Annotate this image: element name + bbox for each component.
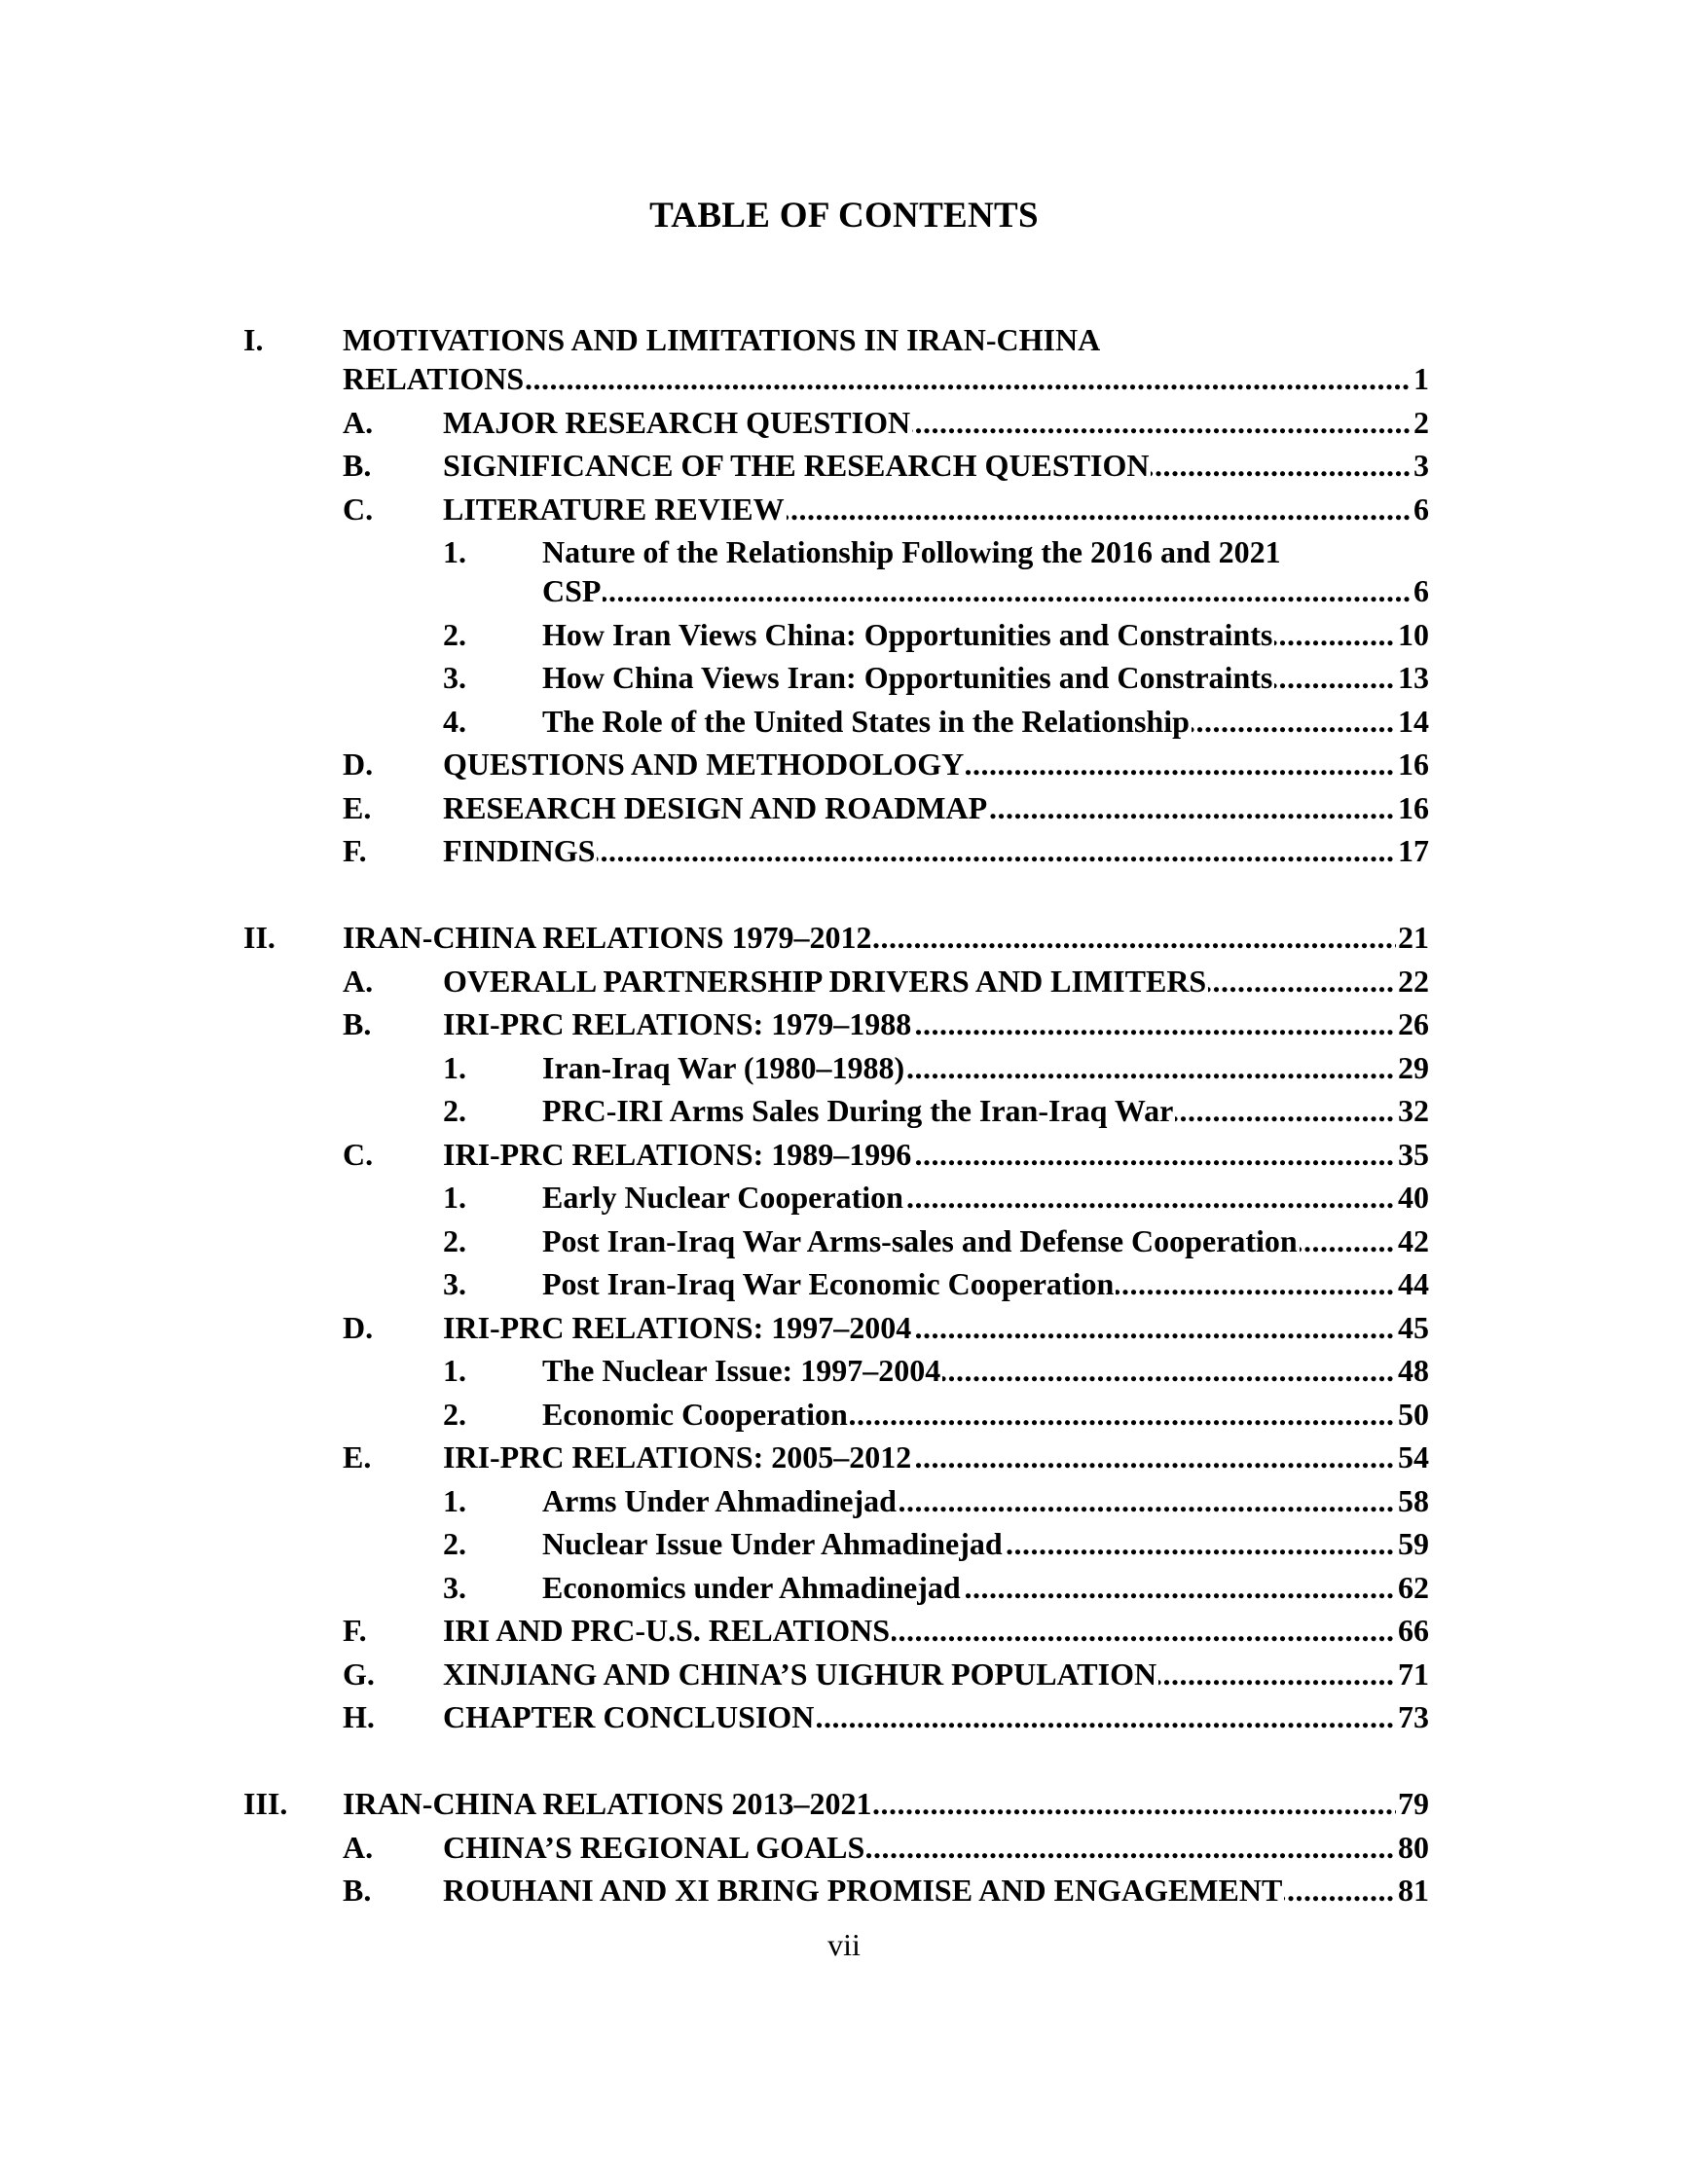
- toc-entry-title: Economic Cooperation: [542, 1397, 848, 1432]
- toc-entry-number: A.: [343, 405, 374, 440]
- toc-row: [0, 1569, 1688, 1606]
- toc-page-number: 81: [1398, 1873, 1429, 1908]
- toc-row: [0, 1179, 1688, 1216]
- toc-entry[interactable]: [542, 616, 1429, 653]
- toc-entry[interactable]: [542, 1352, 1429, 1389]
- toc-entry-title: Iran-Iraq War (1980–1988): [542, 1050, 905, 1085]
- toc-row: [0, 1612, 1688, 1649]
- toc-row: [0, 746, 1688, 783]
- toc-page-number: 45: [1398, 1310, 1429, 1345]
- toc-entry-title: FINDINGS: [443, 833, 596, 868]
- toc-page-number: 79: [1398, 1786, 1429, 1821]
- toc-page-number: 22: [1398, 964, 1429, 999]
- toc-page-number: 48: [1398, 1353, 1429, 1388]
- toc-page-number: 73: [1398, 1699, 1429, 1734]
- toc-entry-title: Arms Under Ahmadinejad: [542, 1483, 897, 1518]
- toc-row: [0, 1396, 1688, 1433]
- toc-page-number: 29: [1398, 1050, 1429, 1085]
- toc-entry-title: IRAN-CHINA RELATIONS 1979–2012: [343, 920, 872, 955]
- toc-entry-title: XINJIANG AND CHINA’S UIGHUR POPULATION: [443, 1656, 1157, 1692]
- toc-entry[interactable]: [343, 919, 1429, 956]
- toc-entry-number: 1.: [443, 1180, 466, 1215]
- toc-entry-number: A.: [343, 1830, 374, 1865]
- toc-entry-title: PRC-IRI Arms Sales During the Iran-Iraq War: [542, 1093, 1174, 1128]
- toc-row: [0, 1352, 1688, 1389]
- page-title: TABLE OF CONTENTS: [649, 196, 1039, 236]
- toc-entry-number: B.: [343, 1873, 372, 1908]
- toc-entry-title: QUESTIONS AND METHODOLOGY: [443, 746, 965, 782]
- toc-page-number: 14: [1398, 704, 1429, 739]
- toc-row: [0, 1829, 1688, 1866]
- toc-entry-number: III.: [243, 1786, 288, 1821]
- toc-entry[interactable]: [443, 1829, 1429, 1866]
- toc-page-number: 66: [1398, 1613, 1429, 1648]
- toc-entry-number: E.: [343, 790, 372, 825]
- toc-page-number: 26: [1398, 1006, 1429, 1041]
- toc-page-number: 44: [1398, 1266, 1429, 1301]
- toc-row: [0, 447, 1688, 484]
- toc-entry-title: IRI-PRC RELATIONS: 1979–1988: [443, 1006, 912, 1041]
- toc-entry[interactable]: [443, 789, 1429, 826]
- toc-entry-title: How Iran Views China: Opportunities and Constraints: [542, 617, 1273, 652]
- toc-row: [0, 659, 1688, 696]
- toc-entry[interactable]: [443, 1005, 1429, 1042]
- toc-row: [0, 1872, 1688, 1909]
- toc-row: [0, 832, 1688, 869]
- toc-entry-title[interactable]: MOTIVATIONS AND LIMITATIONS IN IRAN-CHINA: [343, 322, 1101, 357]
- toc-entry-number: II.: [243, 920, 275, 955]
- toc-entry[interactable]: [443, 1656, 1429, 1693]
- toc-row: [0, 1092, 1688, 1129]
- toc-entry-title[interactable]: Nature of the Relationship Following the 2016 and 2021: [542, 534, 1281, 569]
- toc-entry[interactable]: [542, 659, 1429, 696]
- toc-entry-title: OVERALL PARTNERSHIP DRIVERS AND LIMITERS: [443, 964, 1207, 999]
- toc-row: [0, 1698, 1688, 1735]
- toc-entry-title: IRI AND PRC-U.S. RELATIONS: [443, 1613, 891, 1648]
- toc-row: [0, 1005, 1688, 1042]
- toc-entry[interactable]: [542, 1265, 1429, 1302]
- toc-entry-title: IRI-PRC RELATIONS: 1997–2004: [443, 1310, 912, 1345]
- toc-page-number: 58: [1398, 1483, 1429, 1518]
- toc-entry[interactable]: [443, 1612, 1429, 1649]
- toc-entry-title: RESEARCH DESIGN AND ROADMAP: [443, 790, 988, 825]
- toc-entry[interactable]: [542, 1179, 1429, 1216]
- toc-entry-number: I.: [243, 322, 264, 357]
- toc-page-number: 42: [1398, 1223, 1429, 1258]
- toc-entry-number: C.: [343, 491, 374, 527]
- toc-page-number: 54: [1398, 1439, 1429, 1474]
- toc-row: [0, 1222, 1688, 1259]
- toc-row: [0, 360, 1688, 397]
- toc-entry[interactable]: [443, 447, 1429, 484]
- toc-entry[interactable]: [443, 832, 1429, 869]
- toc-entry-title: IRAN-CHINA RELATIONS 2013–2021: [343, 1786, 872, 1821]
- toc-entry-title: CSP: [542, 573, 602, 608]
- toc-row: [0, 533, 1688, 570]
- toc-row: [0, 321, 1688, 358]
- toc-entry-number: E.: [343, 1439, 372, 1474]
- toc-entry-title: IRI-PRC RELATIONS: 1989–1996: [443, 1137, 912, 1172]
- toc-entry-number: 1.: [443, 534, 466, 569]
- toc-row: [0, 1525, 1688, 1562]
- toc-page-number: 21: [1398, 920, 1429, 955]
- toc-entry-title: RELATIONS: [343, 361, 525, 396]
- toc-entry[interactable]: [542, 572, 1429, 609]
- toc-entry-number: 1.: [443, 1483, 466, 1518]
- toc-row: [0, 1265, 1688, 1302]
- toc-row: [0, 1785, 1688, 1822]
- toc-entry-title: ROUHANI AND XI BRING PROMISE AND ENGAGEMENT: [443, 1873, 1283, 1908]
- toc-entry[interactable]: [542, 1222, 1429, 1259]
- toc-entry-number: F.: [343, 1613, 367, 1648]
- toc-entry-number: 4.: [443, 704, 466, 739]
- toc-row: [0, 919, 1688, 956]
- toc-row: [0, 1482, 1688, 1519]
- toc-page-number: 6: [1413, 491, 1429, 527]
- toc-row: [0, 616, 1688, 653]
- toc-page-number: 71: [1398, 1656, 1429, 1692]
- toc-entry-title: Early Nuclear Cooperation: [542, 1180, 903, 1215]
- toc-entry[interactable]: [343, 1785, 1429, 1822]
- toc-entry-title: Post Iran-Iraq War Economic Cooperation: [542, 1266, 1115, 1301]
- toc-row: [0, 1136, 1688, 1173]
- toc-entry-title: Post Iran-Iraq War Arms-sales and Defense Cooperation: [542, 1223, 1298, 1258]
- toc-entry-number: 2.: [443, 1397, 466, 1432]
- toc-row: [0, 572, 1688, 609]
- toc-row: [0, 1309, 1688, 1346]
- toc-entry[interactable]: [443, 1872, 1429, 1909]
- toc-row: [0, 963, 1688, 1000]
- dot-leader: [542, 572, 1429, 609]
- toc-entry[interactable]: [542, 1482, 1429, 1519]
- toc-entry[interactable]: [443, 404, 1429, 441]
- toc-entry[interactable]: [343, 360, 1429, 397]
- toc-row: [0, 1049, 1688, 1086]
- toc-page-number: 10: [1398, 617, 1429, 652]
- toc-entry[interactable]: [443, 1309, 1429, 1346]
- toc-row: [0, 1656, 1688, 1693]
- toc-entry-number: F.: [343, 833, 367, 868]
- toc-page-number: 62: [1398, 1570, 1429, 1605]
- toc-entry-number: G.: [343, 1656, 375, 1692]
- toc-entry-number: 1.: [443, 1050, 466, 1085]
- toc-entry-title: How China Views Iran: Opportunities and Constraints: [542, 660, 1273, 695]
- toc-entry[interactable]: [443, 1438, 1429, 1475]
- toc-entry[interactable]: [443, 1136, 1429, 1173]
- toc-entry[interactable]: [542, 1049, 1429, 1086]
- toc-entry-number: D.: [343, 1310, 374, 1345]
- toc-entry-title: The Role of the United States in the Relationship: [542, 704, 1190, 739]
- toc-entry-number: B.: [343, 448, 372, 483]
- toc-entry[interactable]: [443, 1698, 1429, 1735]
- toc-entry-title: CHAPTER CONCLUSION: [443, 1699, 815, 1734]
- toc-page-number: 40: [1398, 1180, 1429, 1215]
- page-number: vii: [827, 1927, 861, 1962]
- toc-entry[interactable]: [542, 1569, 1429, 1606]
- toc-row: [0, 491, 1688, 528]
- toc-entry-number: 1.: [443, 1353, 466, 1388]
- toc-page-number: 32: [1398, 1093, 1429, 1128]
- toc-entry-number: H.: [343, 1699, 375, 1734]
- toc-entry[interactable]: [443, 491, 1429, 528]
- toc-entry[interactable]: [443, 746, 1429, 783]
- toc-entry-title: Economics under Ahmadinejad: [542, 1570, 961, 1605]
- toc-page-number: 1: [1413, 361, 1429, 396]
- toc-page-number: 3: [1413, 448, 1429, 483]
- toc-row: [0, 789, 1688, 826]
- toc-row: [0, 404, 1688, 441]
- toc-entry-number: C.: [343, 1137, 374, 1172]
- toc-row: [0, 1438, 1688, 1475]
- toc-page-number: 2: [1413, 405, 1429, 440]
- toc-page-number: 16: [1398, 746, 1429, 782]
- toc-page-number: 50: [1398, 1397, 1429, 1432]
- toc-page-number: 6: [1413, 573, 1429, 608]
- toc-entry-title: The Nuclear Issue: 1997–2004: [542, 1353, 941, 1388]
- toc-entry[interactable]: [542, 1396, 1429, 1433]
- toc-page-number: 17: [1398, 833, 1429, 868]
- toc-entry[interactable]: [542, 1525, 1429, 1562]
- toc-entry-number: 3.: [443, 660, 466, 695]
- toc-entry-number: A.: [343, 964, 374, 999]
- toc-entry-number: 2.: [443, 617, 466, 652]
- toc-entry-number: 2.: [443, 1223, 466, 1258]
- toc-entry[interactable]: [542, 1092, 1429, 1129]
- toc-entry-number: 3.: [443, 1570, 466, 1605]
- toc-entry-title: IRI-PRC RELATIONS: 2005–2012: [443, 1439, 912, 1474]
- toc-entry[interactable]: [443, 963, 1429, 1000]
- toc-page-number: 16: [1398, 790, 1429, 825]
- toc-row: [0, 703, 1688, 740]
- toc-entry-number: D.: [343, 746, 374, 782]
- toc-entry-number: 3.: [443, 1266, 466, 1301]
- toc-entry-number: 2.: [443, 1093, 466, 1128]
- toc-entry-title: SIGNIFICANCE OF THE RESEARCH QUESTION: [443, 448, 1150, 483]
- toc-entry-title: Nuclear Issue Under Ahmadinejad: [542, 1526, 1003, 1561]
- toc-entry-number: 2.: [443, 1526, 466, 1561]
- toc-entry[interactable]: [542, 703, 1429, 740]
- toc-entry-title: LITERATURE REVIEW: [443, 491, 785, 527]
- toc-page-number: 35: [1398, 1137, 1429, 1172]
- toc-page-number: 80: [1398, 1830, 1429, 1865]
- toc-entry-title: MAJOR RESEARCH QUESTION: [443, 405, 911, 440]
- toc-entry-number: B.: [343, 1006, 372, 1041]
- toc-page-number: 13: [1398, 660, 1429, 695]
- toc-entry-title: CHINA’S REGIONAL GOALS: [443, 1830, 865, 1865]
- toc-page-number: 59: [1398, 1526, 1429, 1561]
